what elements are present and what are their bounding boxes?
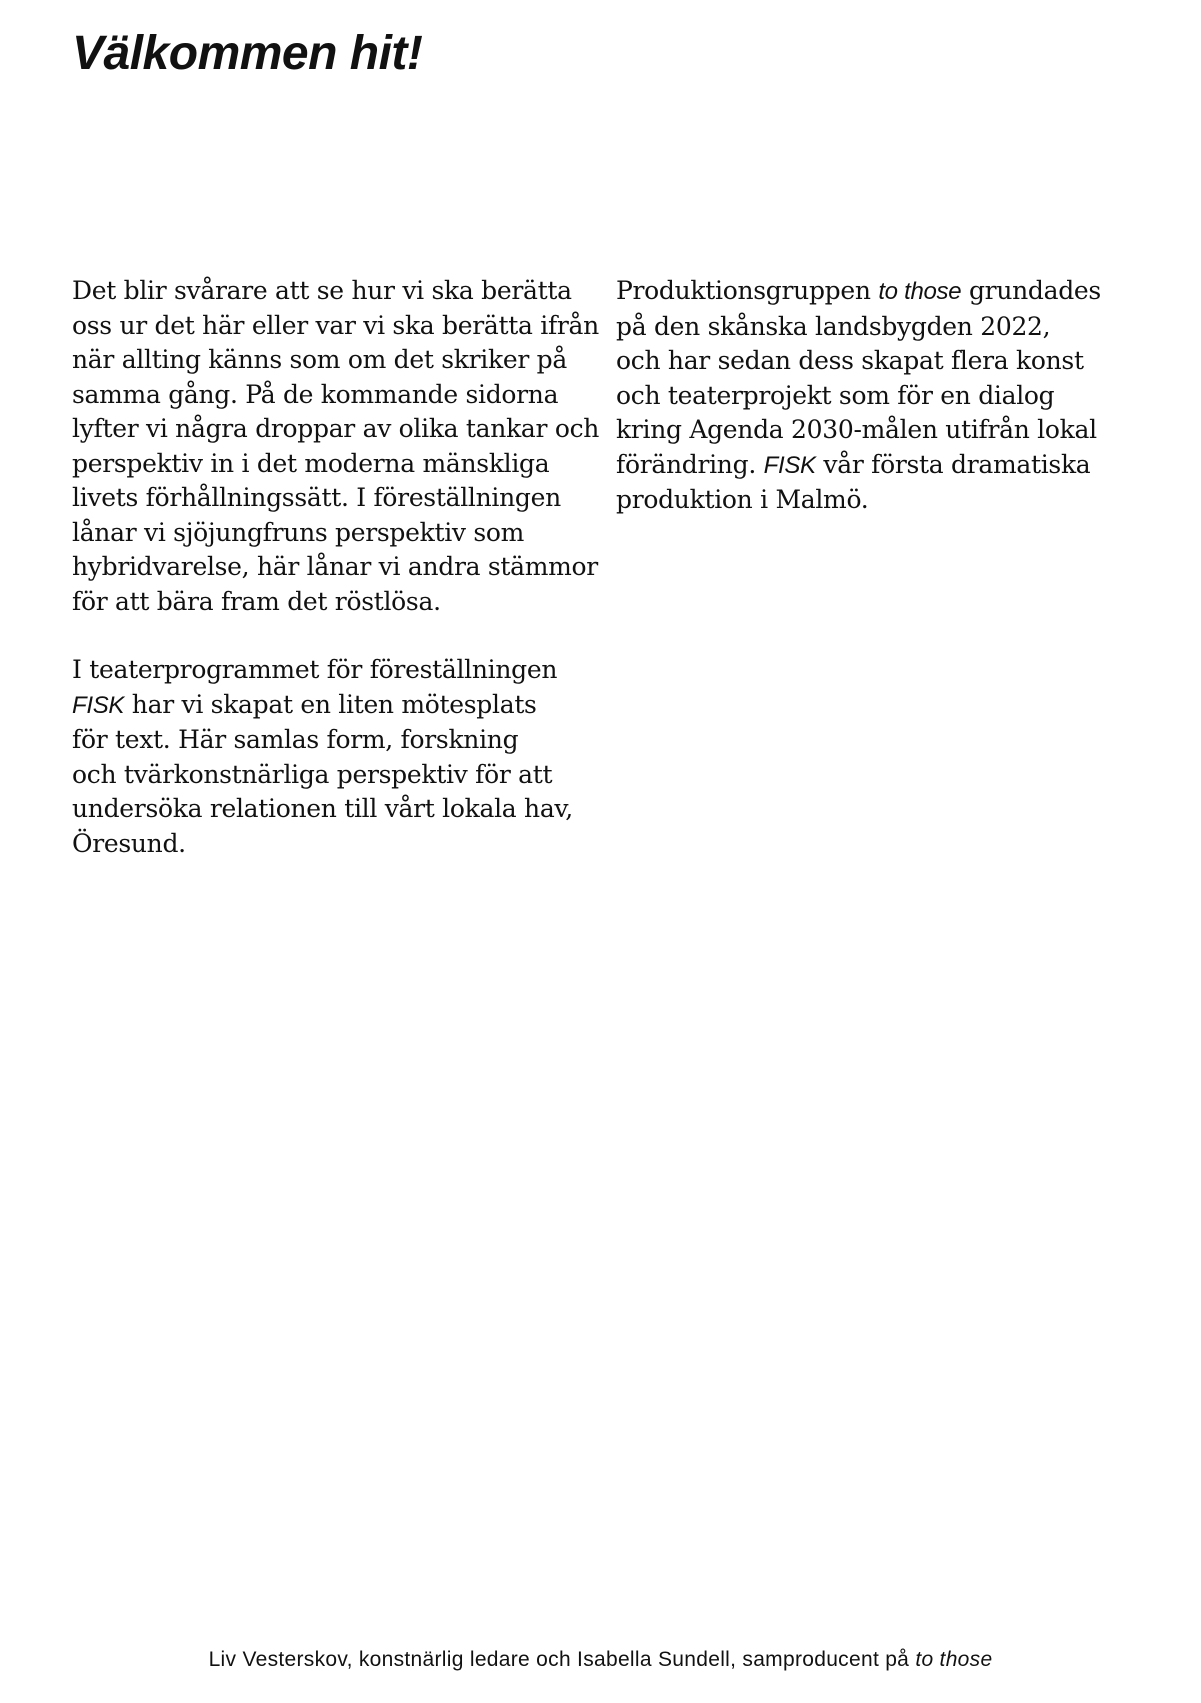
text-line: för text. Här samlas form, forskning (72, 725, 519, 754)
text-line: oss ur det här eller var vi ska berätta ifrån (72, 310, 599, 340)
text-line: lånar vi sjöjungfruns perspektiv som (72, 517, 525, 547)
group-name: to those (915, 1648, 993, 1671)
text-line: för att bära fram det röstlösa. (72, 586, 441, 616)
text-line: och tvärkonstnärliga perspektiv för att (72, 759, 553, 789)
text-line (616, 274, 1176, 310)
text-line: produktion i Malmö. (616, 485, 869, 514)
text-line: och teaterprojekt som för en dialog (616, 380, 1055, 410)
group-name: to those (878, 278, 962, 305)
text-fragment: förändring. (616, 449, 764, 479)
program-paragraph (72, 653, 612, 861)
text-line: och har sedan dess skapat flera konst (616, 346, 1084, 375)
text-fragment: grundades (961, 276, 1101, 305)
text-line: lyfter vi några droppar av olika tankar och (72, 414, 600, 443)
credit-text: Liv Vesterskov, konstnärlig ledare och Isabella Sundell, samproducent på (208, 1648, 916, 1671)
production-title: FISK (763, 451, 816, 479)
about-column (616, 274, 1176, 518)
production-title: FISK (72, 691, 125, 719)
text-line (72, 688, 612, 724)
text-line: livets förhållningssätt. I föreställningen (72, 483, 561, 512)
text-line: kring Agenda 2030-målen utifrån lokal (616, 415, 1097, 444)
text-line: undersöka relationen till vårt lokala hav, (72, 794, 573, 823)
text-line: I teaterprogrammet för föreställningen (72, 655, 558, 684)
intro-column (72, 274, 612, 861)
about-paragraph (616, 274, 1176, 518)
text-fragment: Produktionsgruppen (616, 276, 879, 305)
page-title: Välkommen hit! (72, 27, 423, 80)
text-line (616, 448, 1176, 484)
text-line: Det blir svårare att se hur vi ska berätta (72, 276, 572, 305)
intro-paragraph (72, 274, 612, 619)
text-fragment: vår första dramatiska (815, 449, 1091, 479)
text-line: perspektiv in i det moderna mänskliga (72, 448, 550, 478)
text-line: Öresund. (72, 828, 186, 858)
footer-credit (0, 1646, 1201, 1674)
text-line: hybridvarelse, här lånar vi andra stämmor (72, 552, 598, 581)
text-line: när allting känns som om det skriker på (72, 345, 567, 374)
text-line: på den skånska landsbygden 2022, (616, 311, 1051, 341)
text-fragment: har vi skapat en liten mötesplats (124, 689, 537, 719)
text-line: samma gång. På de kommande sidorna (72, 379, 559, 409)
